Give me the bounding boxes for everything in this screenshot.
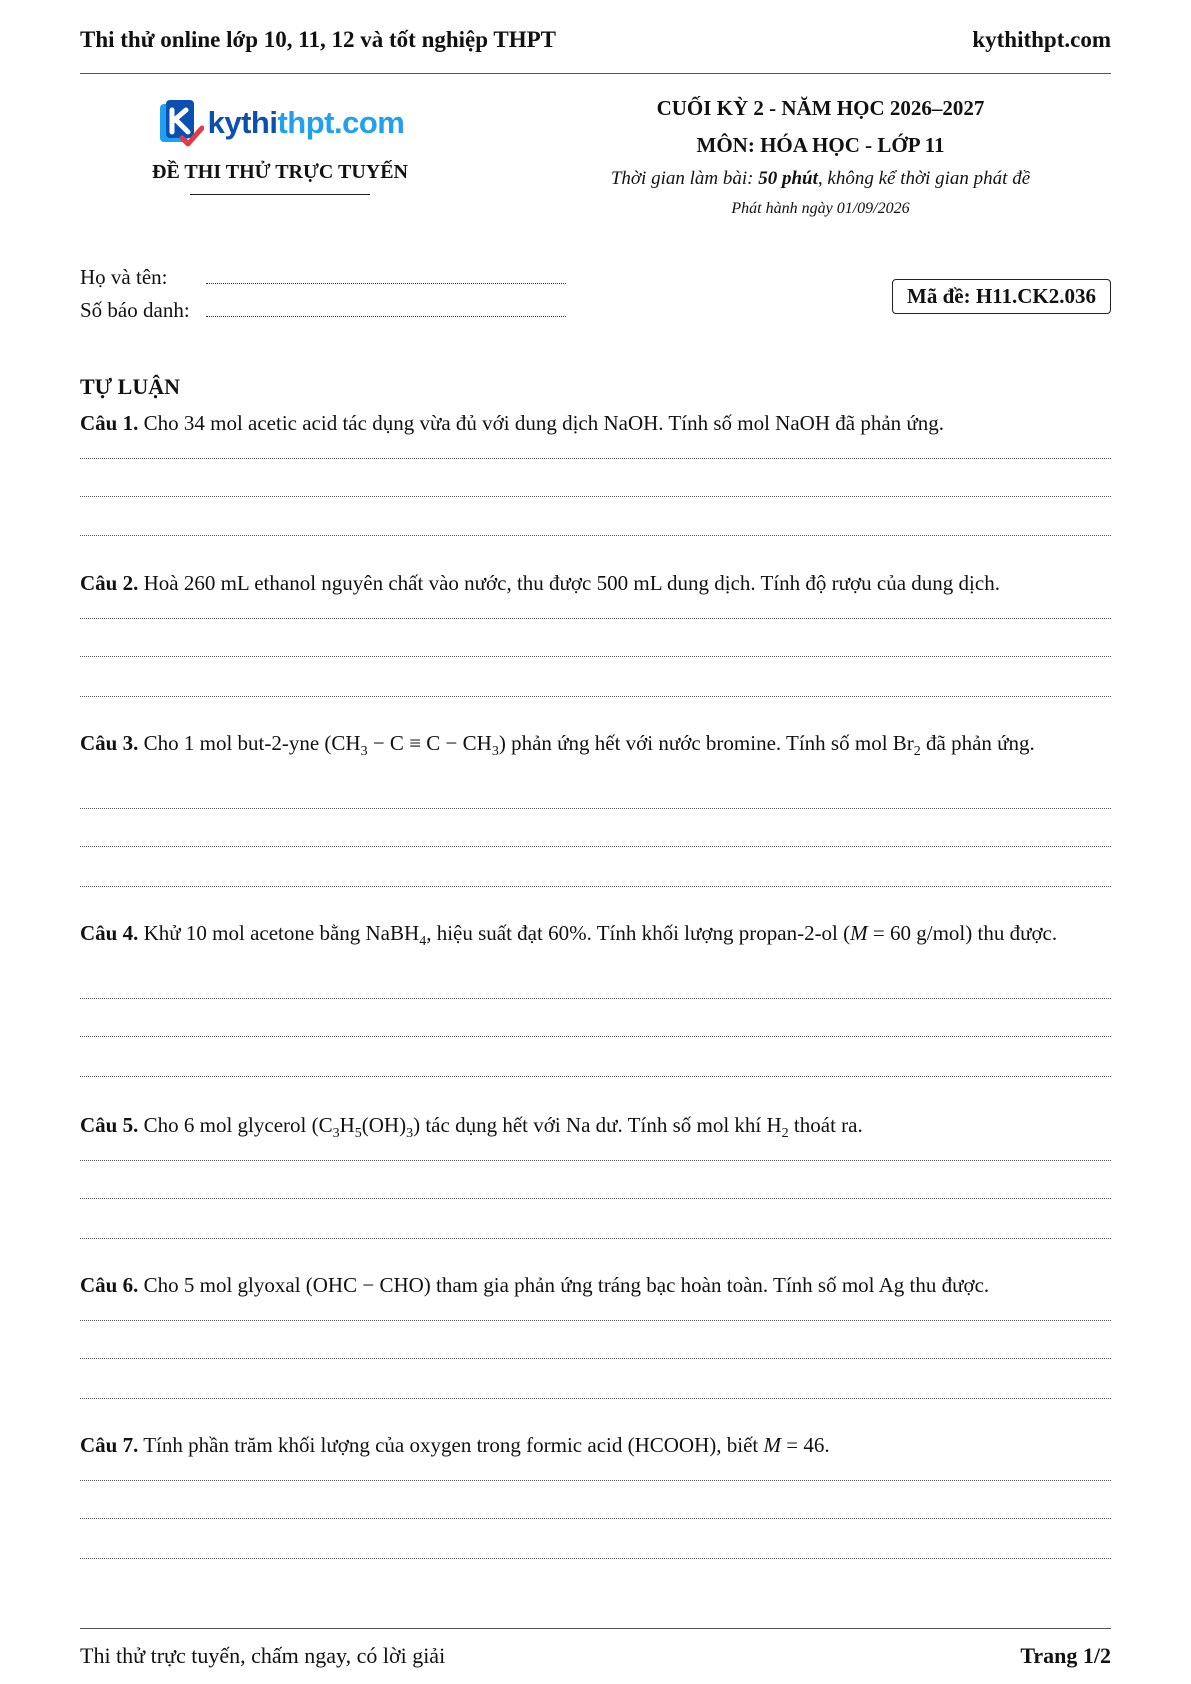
exam-issue-date: Phát hành ngày 01/09/2026 — [731, 200, 910, 217]
answer-line[interactable] — [80, 1558, 1111, 1559]
name-field[interactable] — [206, 269, 566, 284]
top-header — [80, 20, 1111, 60]
question-5: Câu 5. Cho 6 mol glycerol $(C_3H_5(OH)_3)$ tác dụng hết với Na dư. Tính số mol khí $H_2$ thoát ra. — [80, 1113, 863, 1142]
question-2: Câu 2. Hoà 260 mL ethanol nguyên chất vào nước, thu được 500 mL dung dịch. Tính độ rượu của dung dịch. — [80, 571, 1000, 595]
exam-term: CUỐI KỲ 2 - NĂM HỌC 2026–2027 — [656, 96, 985, 120]
answer-line[interactable] — [80, 535, 1111, 536]
answer-line[interactable] — [80, 1198, 1111, 1199]
site-logo[interactable] — [156, 98, 405, 148]
answer-line[interactable] — [80, 1398, 1111, 1399]
footer-divider — [80, 1628, 1111, 1629]
answer-line[interactable] — [80, 886, 1111, 887]
question-4: Câu 4. Khử 10 mol acetone bằng NaBH$_4$, hiệu suất đạt 60%. Tính khối lượng propan-2-ol (M = 60 g/mol) thu được. — [80, 921, 1058, 950]
answer-line[interactable] — [80, 1358, 1111, 1359]
student-id-field[interactable] — [206, 302, 566, 317]
question-7: Câu 7. Tính phần trăm khối lượng của oxygen trong formic acid (HCOOH), biết M = 46. — [80, 1433, 830, 1457]
student-info — [80, 265, 566, 331]
page-footer — [80, 1643, 1111, 1669]
site-slogan: Thi thử online lớp 10, 11, 12 và tốt nghiệp THPT — [80, 27, 556, 52]
exam-code-badge: Mã đề: H11.CK2.036 — [892, 279, 1111, 314]
student-id-label: Số báo danh: — [80, 298, 190, 322]
logo-icon — [156, 98, 204, 148]
header-divider — [80, 73, 1111, 74]
answer-line[interactable] — [80, 696, 1111, 697]
logo-block — [80, 98, 480, 195]
tagline-underline — [190, 194, 370, 195]
answer-line[interactable] — [80, 458, 1111, 459]
answer-line[interactable] — [80, 1238, 1111, 1239]
footer-slogan: Thi thử trực tuyến, chấm ngay, có lời giải — [80, 1643, 446, 1668]
answer-line[interactable] — [80, 1320, 1111, 1321]
answer-line[interactable] — [80, 1076, 1111, 1077]
question-3: Câu 3. Cho 1 mol but-2-yne $(CH_3 - C \equiv C - CH_3)$ phản ứng hết với nước bromine. Tính số mol $Br_2$ đã phản ứng. — [80, 731, 1035, 760]
answer-line[interactable] — [80, 808, 1111, 809]
exam-type-label: ĐỀ THI THỬ TRỰC TUYẾN — [152, 161, 408, 183]
exam-info — [530, 96, 1111, 218]
answer-line[interactable] — [80, 846, 1111, 847]
section-title: TỰ LUẬN — [80, 374, 181, 399]
site-domain[interactable]: kythithpt.com — [972, 27, 1111, 52]
answer-line[interactable] — [80, 1518, 1111, 1519]
question-1: Câu 1. Cho 34 mol acetic acid tác dụng vừa đủ với dung dịch NaOH. Tính số mol NaOH đã phản ứng. — [80, 411, 945, 435]
exam-header — [80, 90, 1111, 230]
answer-line[interactable] — [80, 998, 1111, 999]
answer-line[interactable] — [80, 1480, 1111, 1481]
answer-line[interactable] — [80, 1036, 1111, 1037]
exam-subject: MÔN: HÓA HỌC - LỚP 11 — [696, 133, 945, 157]
logo-wordmark: kythithpt.com — [207, 105, 405, 140]
exam-page — [80, 0, 1111, 1684]
answer-line[interactable] — [80, 1160, 1111, 1161]
answer-line[interactable] — [80, 496, 1111, 497]
answer-line[interactable] — [80, 618, 1111, 619]
name-label: Họ và tên: — [80, 265, 168, 289]
answer-line[interactable] — [80, 656, 1111, 657]
question-6: Câu 6. Cho 5 mol glyoxal (OHC − CHO) tham gia phản ứng tráng bạc hoàn toàn. Tính số mol Ag thu được. — [80, 1273, 990, 1297]
page-number: Trang 1/2 — [1020, 1643, 1111, 1668]
exam-duration: Thời gian làm bài: 50 phút, không kể thời gian phát đề — [610, 168, 1031, 189]
